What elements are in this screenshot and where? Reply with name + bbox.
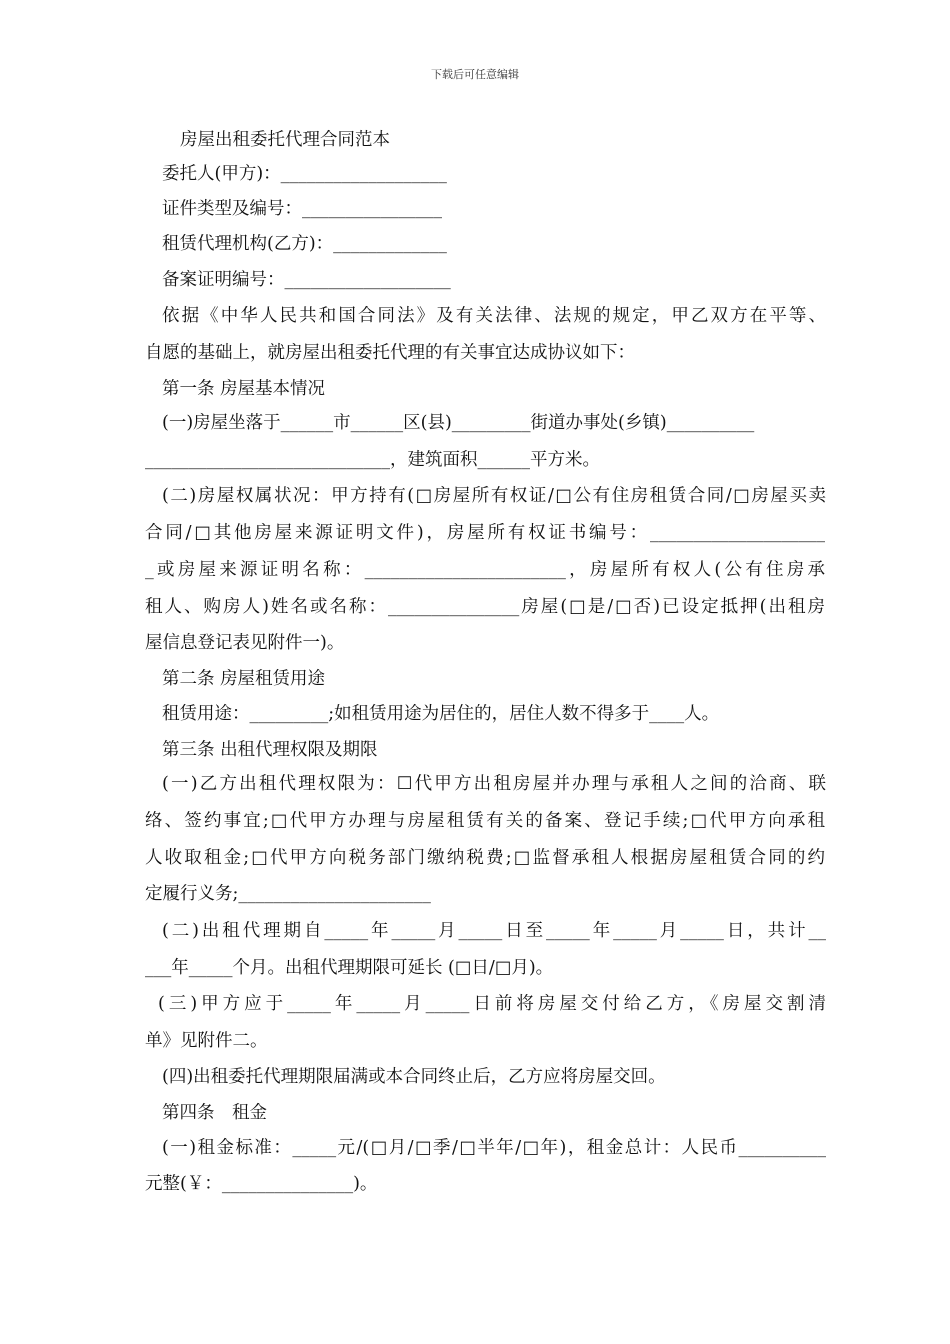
field-id-type: 证件类型及编号：________________ [162,199,442,219]
article-4-item-1-line-2: 元整(￥：_______________)。 [145,1174,378,1194]
article-3-heading: 第三条 出租代理权限及期限 [162,740,378,760]
article-2-heading: 第二条 房屋租赁用途 [162,669,326,689]
article-1-heading: 第一条 房屋基本情况 [162,379,326,399]
article-3-item-1-line-3: 人收取租金;□代甲方向税务部门缴纳税费;□监督承租人根据房屋租赁合同的约 [145,848,825,868]
article-3-item-2-line-2: ___年_____个月。出租代理期限可延长 (□日/□月)。 [145,958,554,978]
article-1-item-2-line-2: 合同/□其他房屋来源证明文件)，房屋所有权证书编号：____________________ [145,523,825,543]
article-4-heading: 第四条 租金 [162,1103,267,1123]
article-3-item-3-line-2: 单》见附件二。 [145,1031,268,1051]
field-record-number: 备案证明编号：___________________ [162,270,451,290]
article-3-item-3-line-1: (三)甲方应于_____年_____月_____日前将房屋交付给乙方，《房屋交割清 [158,994,826,1014]
article-1-item-1-line-1: (一)房屋坐落于______市______区(县)_________街道办事处(乡镇)__________ [162,413,755,433]
article-3-item-1-line-2: 络、签约事宜;□代甲方办理与房屋租赁有关的备案、登记手续;□代甲方向承租 [145,811,825,831]
article-4-item-1-line-1: (一)租金标准：_____元/(□月/□季/□半年/□年)，租金总计：人民币__________ [162,1138,826,1158]
article-1-item-2-line-3: _或房屋来源证明名称：_______________________，房屋所有权人(公有住房承 [145,560,825,580]
article-2-usage: 租赁用途：_________;如租赁用途为居住的，居住人数不得多于____人。 [162,704,720,724]
field-agency: 租赁代理机构(乙方)：_____________ [162,234,447,254]
article-3-item-2-line-1: (二)出租代理期自_____年_____月_____日至_____年_____月_____日，共计__ [162,921,826,941]
page-header: 下载后可任意编辑 [431,68,519,81]
preamble-line-1: 依据《中华人民共和国合同法》及有关法律、法规的规定，甲乙双方在平等、 [162,306,826,326]
document-title: 房屋出租委托代理合同范本 [180,130,390,150]
article-3-item-4: (四)出租委托代理期限届满或本合同终止后，乙方应将房屋交回。 [162,1067,666,1087]
article-3-item-1-line-4: 定履行义务;______________________ [145,884,431,904]
preamble-line-2: 自愿的基础上，就房屋出租委托代理的有关事宜达成协议如下： [145,343,635,363]
field-principal: 委托人(甲方)：___________________ [162,164,447,184]
article-1-item-2-line-4: 租人、购房人)姓名或名称：_______________房屋(□是/□否)已设定抵押(出租房 [145,597,825,617]
article-1-item-2-line-1: (二)房屋权属状况：甲方持有(□房屋所有权证/□公有住房租赁合同/□房屋买卖 [162,486,826,506]
article-3-item-1-line-1: (一)乙方出租代理权限为：☐代甲方出租房屋并办理与承租人之间的洽商、联 [162,774,826,794]
article-1-item-1-line-2: ____________________________，建筑面积______平方米。 [145,450,600,470]
article-1-item-2-line-5: 屋信息登记表见附件一)。 [145,633,345,653]
